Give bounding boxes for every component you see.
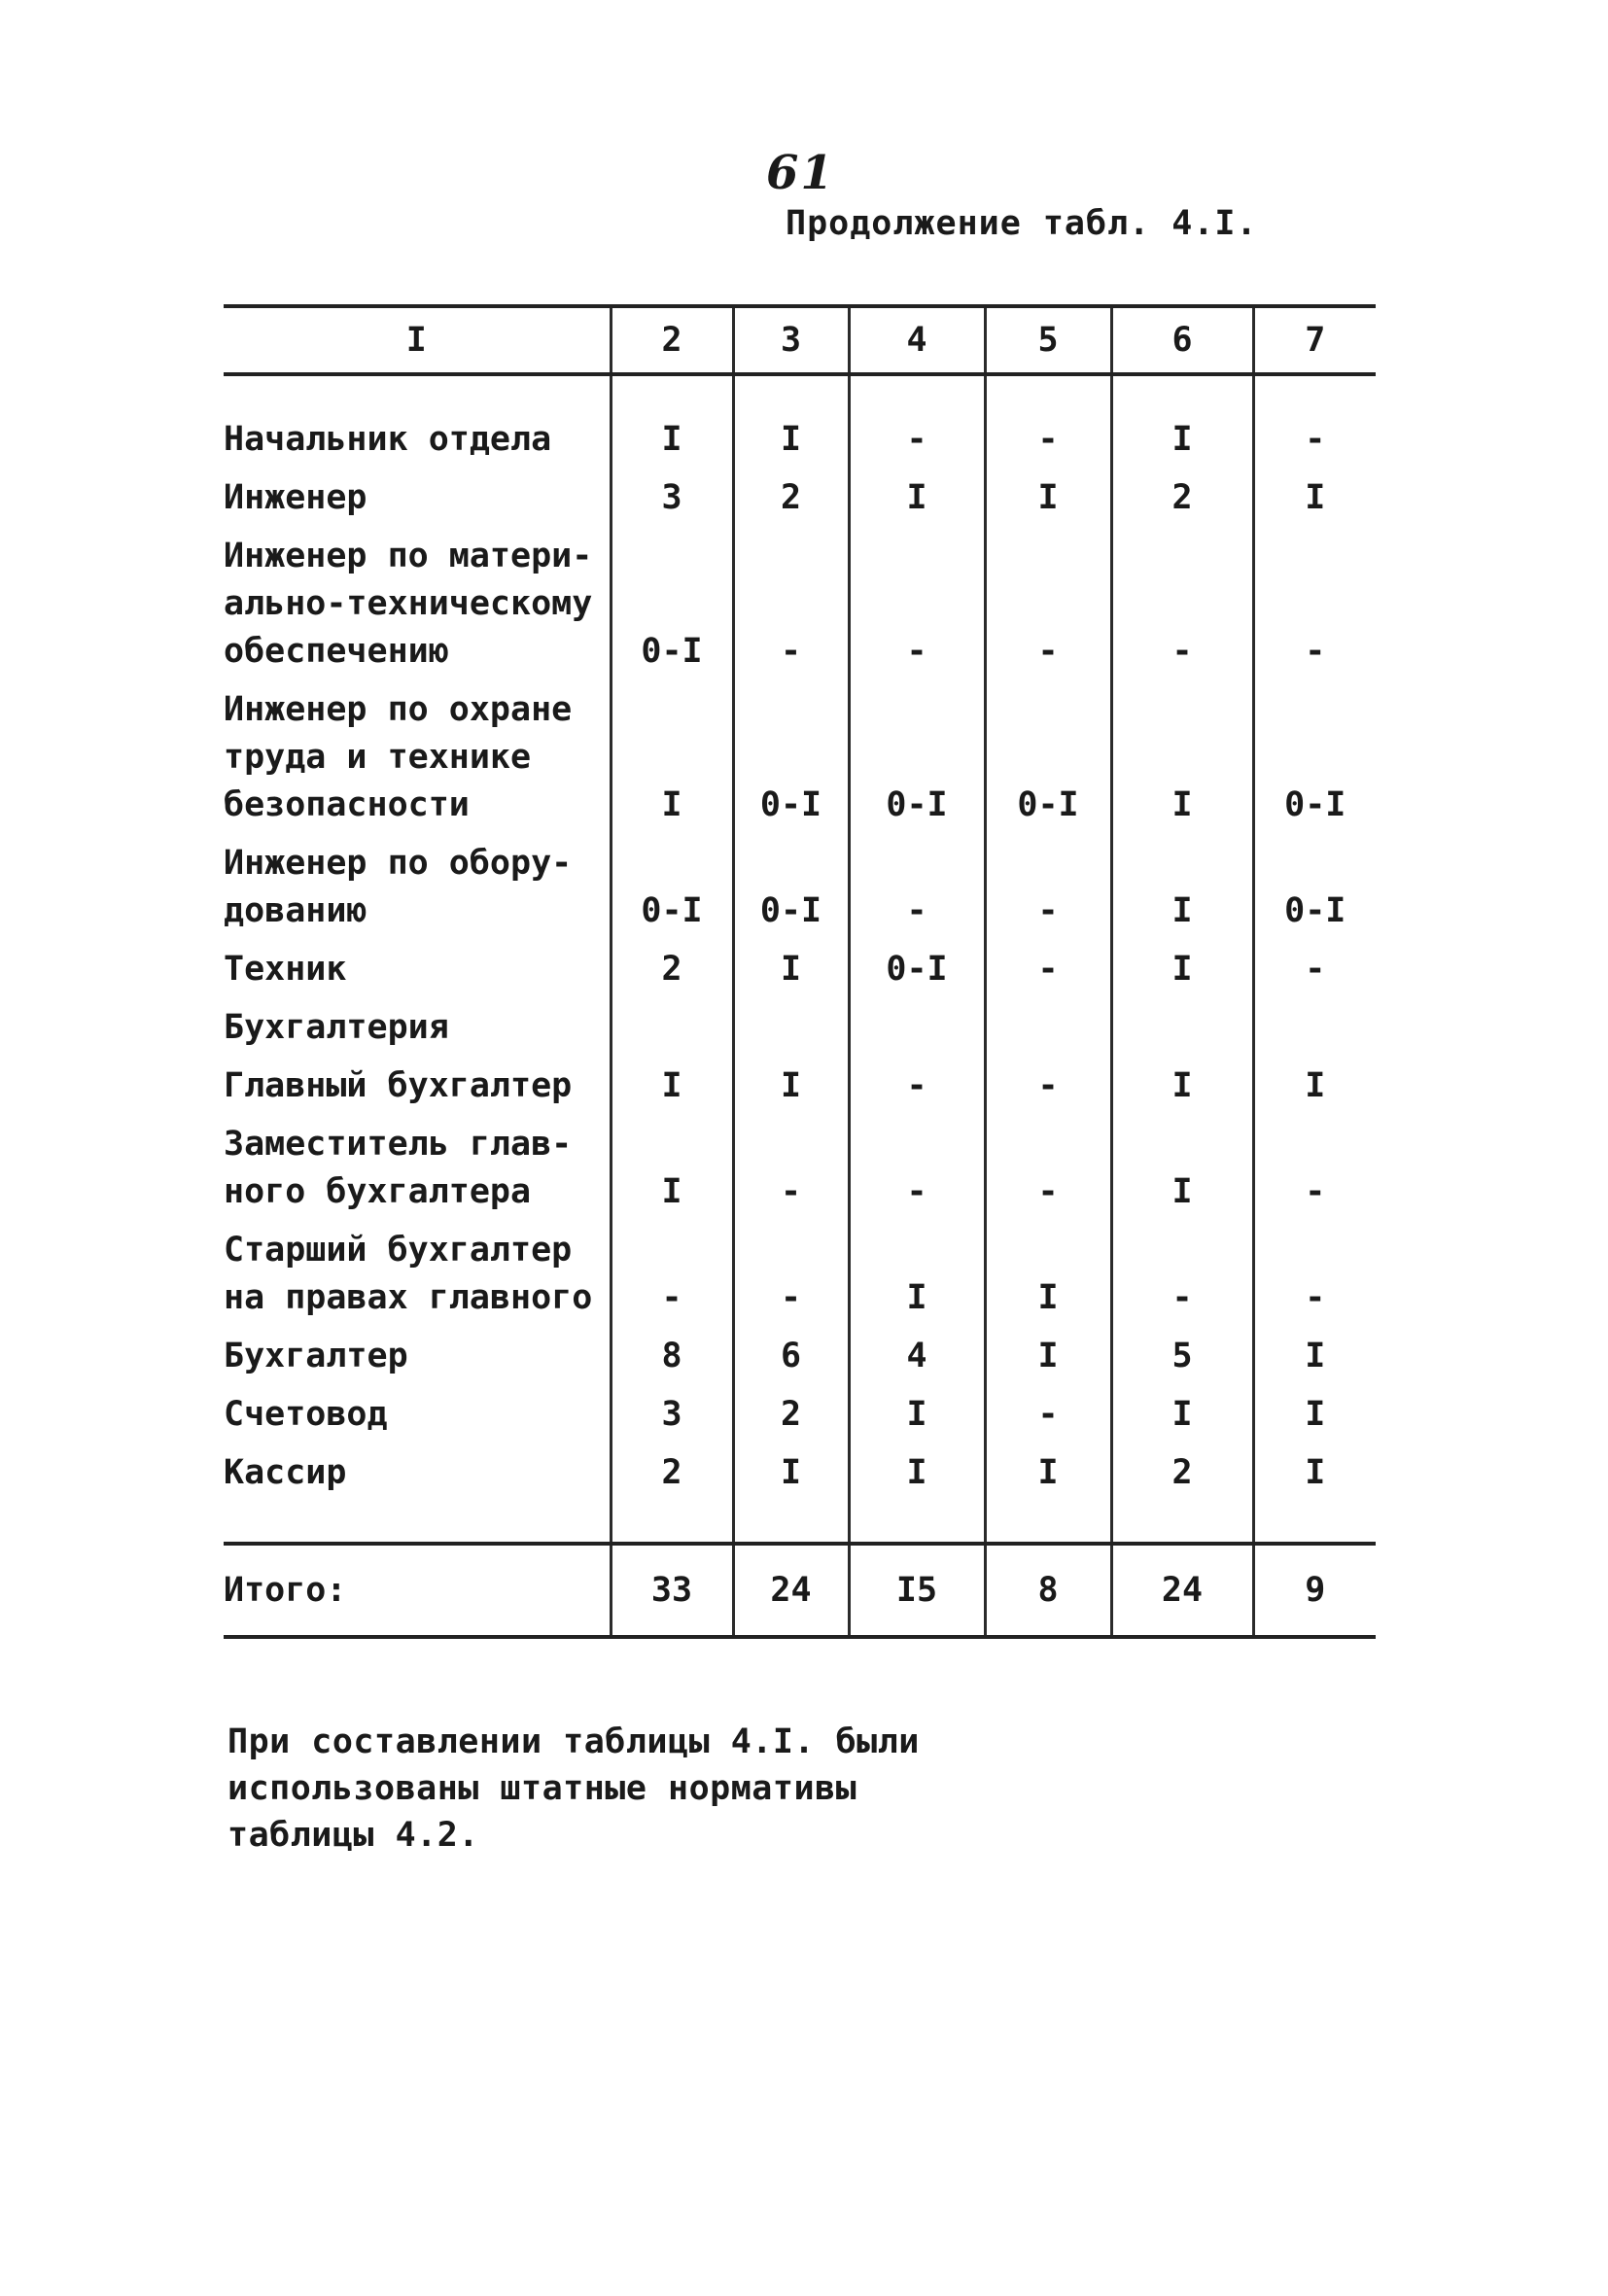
table-cell: 3 — [611, 1383, 733, 1442]
table-cell: 0-I — [611, 525, 733, 678]
table-cell: I — [733, 1442, 849, 1500]
table-cell: 6 — [733, 1325, 849, 1383]
table-cell: 2 — [733, 1383, 849, 1442]
table-cell: - — [1253, 525, 1376, 678]
table-cell: - — [1253, 938, 1376, 996]
table-cell: 8 — [985, 1544, 1111, 1637]
table-cell: - — [1111, 1219, 1253, 1325]
position-name — [224, 467, 611, 525]
table-body — [224, 374, 1376, 1637]
position-name — [224, 1442, 611, 1500]
table-row — [224, 996, 1376, 1055]
position-name — [224, 525, 611, 678]
table-cell: 5 — [1111, 1325, 1253, 1383]
table-cell: I — [985, 1325, 1111, 1383]
position-name — [224, 996, 611, 1055]
table-cell: - — [849, 832, 985, 938]
table-cell: - — [849, 1055, 985, 1113]
position-line: безопасности — [224, 785, 470, 824]
table-row — [224, 1325, 1376, 1383]
table-cell: 8 — [611, 1325, 733, 1383]
position-name — [224, 1055, 611, 1113]
position-line: Инженер по обору- — [224, 844, 573, 883]
table-cell: - — [985, 1383, 1111, 1442]
column-header: 4 — [849, 306, 985, 374]
table-cell: - — [985, 1113, 1111, 1219]
table-cell: - — [985, 832, 1111, 938]
position-name — [224, 1113, 611, 1219]
position-name — [224, 1325, 611, 1383]
table-cell: - — [849, 525, 985, 678]
table-cell: 3 — [611, 467, 733, 525]
table-row — [224, 525, 1376, 678]
table-cell: I — [1111, 832, 1253, 938]
table-row — [224, 832, 1376, 938]
table-cell: 4 — [849, 1325, 985, 1383]
table-cell: I — [849, 1383, 985, 1442]
table-cell: - — [985, 525, 1111, 678]
table-row — [224, 467, 1376, 525]
position-name — [224, 408, 611, 467]
table-cell — [849, 996, 985, 1055]
table-cell: 0-I — [733, 832, 849, 938]
page-number: 61 — [766, 146, 835, 200]
table-row — [224, 1383, 1376, 1442]
column-header: 2 — [611, 306, 733, 374]
table-cell: 2 — [733, 467, 849, 525]
table-row — [224, 1219, 1376, 1325]
position-line: Инженер по матери- — [224, 537, 593, 575]
position-name — [224, 678, 611, 832]
column-header: 7 — [1253, 306, 1376, 374]
table-cell: I — [1111, 938, 1253, 996]
table-cell: I — [1111, 1055, 1253, 1113]
position-name — [224, 938, 611, 996]
table-cell: I5 — [849, 1544, 985, 1637]
table-row — [224, 678, 1376, 832]
table-cell: I — [733, 1055, 849, 1113]
table-cell: 0-I — [611, 832, 733, 938]
column-header: 3 — [733, 306, 849, 374]
position-line: дованию — [224, 891, 367, 930]
table-row — [224, 1442, 1376, 1500]
table-row — [224, 408, 1376, 467]
table-cell: - — [733, 525, 849, 678]
note-line: использованы штатные нормативы — [227, 1769, 857, 1808]
position-line: Начальник отдела — [224, 420, 552, 459]
table-row — [224, 938, 1376, 996]
table-cell: - — [1253, 408, 1376, 467]
table-cell: I — [849, 1442, 985, 1500]
position-line: труда и технике — [224, 738, 532, 777]
position-line: Инженер — [224, 478, 367, 517]
table-cell: - — [849, 1113, 985, 1219]
table-cell: 2 — [1111, 1442, 1253, 1500]
column-header: 6 — [1111, 306, 1253, 374]
table-cell: - — [849, 408, 985, 467]
table-cell: I — [985, 1219, 1111, 1325]
position-line: на правах главного — [224, 1278, 593, 1317]
table-cell: I — [1111, 678, 1253, 832]
table-cell: 0-I — [1253, 832, 1376, 938]
table-cell: I — [985, 1442, 1111, 1500]
table-cell: I — [1253, 467, 1376, 525]
table-cell: I — [849, 467, 985, 525]
table-cell: - — [733, 1113, 849, 1219]
position-line: ного бухгалтера — [224, 1172, 532, 1211]
table-cell: I — [611, 1055, 733, 1113]
staffing-table — [224, 304, 1376, 1639]
table-cell: I — [849, 1219, 985, 1325]
position-line: Техник — [224, 950, 347, 989]
position-name — [224, 832, 611, 938]
table-cell — [985, 996, 1111, 1055]
total-row — [224, 1544, 1376, 1637]
table-cell: I — [733, 938, 849, 996]
table-cell: I — [985, 467, 1111, 525]
position-line: Старший бухгалтер — [224, 1231, 573, 1270]
table-cell: I — [1253, 1383, 1376, 1442]
table-cell: - — [1111, 525, 1253, 678]
position-line: ально-техническому — [224, 584, 593, 623]
table-cell: 0-I — [985, 678, 1111, 832]
table-cell: I — [1111, 1113, 1253, 1219]
table-cell: - — [611, 1219, 733, 1325]
table-cell: I — [733, 408, 849, 467]
table-cell: - — [985, 938, 1111, 996]
position-line: Счетовод — [224, 1395, 388, 1434]
table-cell: - — [733, 1219, 849, 1325]
table-cell: I — [1111, 1383, 1253, 1442]
table-cell — [1253, 996, 1376, 1055]
table-cell: I — [611, 1113, 733, 1219]
table-cell: 0-I — [733, 678, 849, 832]
column-header: 5 — [985, 306, 1111, 374]
table-row — [224, 1113, 1376, 1219]
position-line: Заместитель глав- — [224, 1125, 573, 1164]
table-cell: I — [611, 678, 733, 832]
table-header-row — [224, 306, 1376, 374]
table-cell: 2 — [611, 1442, 733, 1500]
table-cell: - — [985, 1055, 1111, 1113]
total-label: Итого: — [224, 1570, 347, 1610]
column-header: I — [405, 321, 427, 360]
table-cell — [733, 996, 849, 1055]
table-cell: I — [1253, 1325, 1376, 1383]
table-cell: I — [1253, 1442, 1376, 1500]
position-line: Кассир — [224, 1453, 347, 1492]
table-cell: 33 — [611, 1544, 733, 1637]
position-line: Главный бухгалтер — [224, 1066, 573, 1105]
position-line: Бухгалтер — [224, 1337, 408, 1375]
table-cell: - — [1253, 1113, 1376, 1219]
table-continuation-label: Продолжение табл. 4.I. — [786, 204, 1258, 243]
table-cell: I — [1111, 408, 1253, 467]
position-line: Инженер по охране — [224, 690, 573, 729]
note-line: При составлении таблицы 4.I. были — [227, 1722, 920, 1761]
table-cell — [1111, 996, 1253, 1055]
table-cell: 24 — [1111, 1544, 1253, 1637]
table-note — [227, 1719, 920, 1859]
table-row — [224, 1055, 1376, 1113]
table-cell: 2 — [611, 938, 733, 996]
table-cell: 0-I — [849, 678, 985, 832]
position-name — [224, 1383, 611, 1442]
position-name — [224, 1219, 611, 1325]
table-cell: - — [985, 408, 1111, 467]
note-line: таблицы 4.2. — [227, 1816, 479, 1855]
table-cell: 24 — [733, 1544, 849, 1637]
table-cell: 2 — [1111, 467, 1253, 525]
table-cell: 9 — [1253, 1544, 1376, 1637]
table-cell: 0-I — [849, 938, 985, 996]
table-cell — [611, 996, 733, 1055]
table-cell: 0-I — [1253, 678, 1376, 832]
table-cell: I — [611, 408, 733, 467]
position-line: обеспечению — [224, 632, 449, 671]
table-cell: - — [1253, 1219, 1376, 1325]
position-line: Бухгалтерия — [224, 1008, 449, 1047]
table-cell: I — [1253, 1055, 1376, 1113]
